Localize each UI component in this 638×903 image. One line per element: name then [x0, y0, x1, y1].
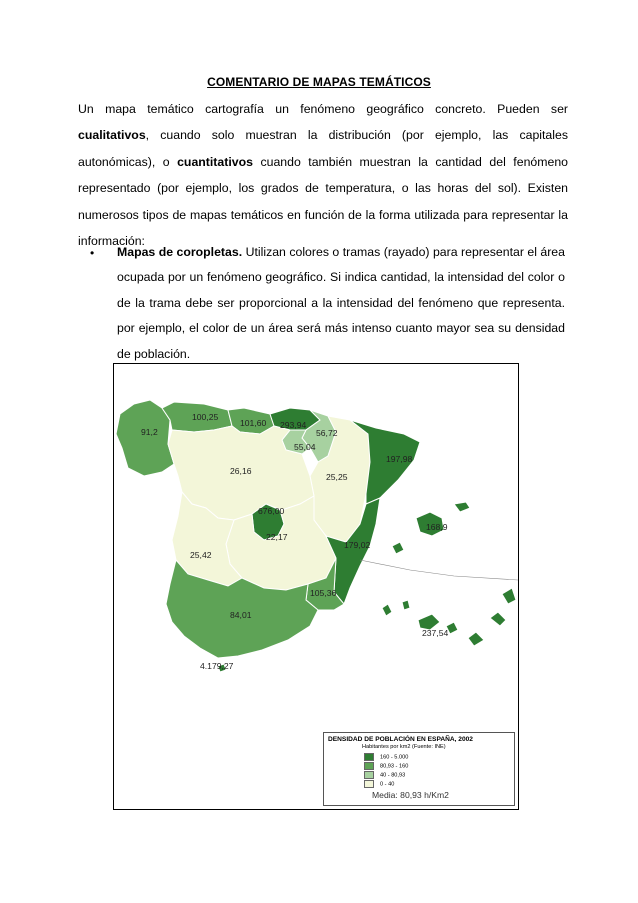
label-andalucia: 84,01	[230, 610, 252, 620]
legend-range: 40 - 80,93	[380, 772, 406, 779]
term-cuantitativos: cuantitativos	[177, 154, 253, 169]
document-title: COMENTARIO DE MAPAS TEMÁTICOS	[207, 75, 431, 89]
region-baleares-menorca	[454, 502, 470, 512]
label-murcia: 105,36	[310, 588, 337, 598]
label-asturias: 100,25	[192, 412, 219, 422]
legend-swatch	[364, 780, 374, 788]
region-canarias-2	[402, 600, 410, 610]
label-galicia: 91,2	[141, 427, 158, 437]
label-canarias: 237,54	[422, 628, 449, 638]
label-baleares: 168,9	[426, 522, 448, 532]
map-legend	[323, 732, 515, 806]
legend-swatch	[364, 771, 374, 779]
intro-text-2: , cuando solo muestran la distribución (por ejemplo, las capitales autonómicas), o	[78, 128, 568, 169]
label-navarra: 56,72	[316, 428, 338, 438]
bullet-description: Utilizan colores o tramas (rayado) para representar el área ocupada por un fenómeno geográfico. Si indica cantidad, la intensidad del color o de la trama debe ser proporcional a la intensidad del fenómeno que representa. por ejemplo, el color de un área será más intenso cuanto mayor sea su densidad de población.	[117, 245, 565, 361]
label-ceuta-melilla: 4.179,27	[200, 661, 234, 671]
canarias-inset-border	[360, 560, 518, 580]
bullet-item-coropletas	[90, 240, 565, 367]
term-cualitativos: cualitativos	[78, 128, 146, 143]
legend-subtitle: Habitantes por km2 (Fuente: INE)	[362, 744, 446, 750]
legend-title: DENSIDAD DE POBLACIÓN EN ESPAÑA, 2002	[328, 736, 473, 743]
legend-row	[364, 780, 394, 788]
label-castilla-mancha: 22,17	[266, 532, 288, 542]
label-pais-vasco: 293,94	[280, 420, 307, 430]
intro-text-3: cuando también muestran la cantidad del fenómeno representado (por ejemplo, los grados de temperatura, o las horas del sol). Existen numerosos tipos de mapas temáticos en función de la forma utilizada para representar la información:	[78, 154, 569, 249]
legend-swatch	[364, 753, 374, 761]
label-madrid: 676,00	[258, 506, 285, 516]
legend-range: 0 - 40	[380, 781, 395, 788]
region-canarias-7	[502, 588, 516, 604]
legend-row	[364, 753, 408, 761]
label-cataluna: 197,98	[386, 454, 413, 464]
legend-range: 80,93 - 160	[380, 763, 409, 770]
label-la-rioja: 55,04	[294, 442, 316, 452]
legend-row	[364, 762, 408, 770]
legend-range: 160 - 5.000	[380, 754, 409, 761]
choropleth-map	[113, 363, 519, 810]
label-aragon: 25,25	[326, 472, 348, 482]
region-baleares-ibiza	[392, 542, 404, 554]
legend-row	[364, 771, 405, 779]
bullet-text	[99, 240, 565, 367]
label-extremadura: 25,42	[190, 550, 212, 560]
label-castilla-leon: 26,16	[230, 466, 252, 476]
region-canarias-5	[468, 632, 484, 646]
region-canarias-6	[490, 612, 506, 626]
legend-swatch	[364, 762, 374, 770]
label-cantabria: 101,60	[240, 418, 267, 428]
legend-media: Media: 80,93 h/Km2	[372, 790, 449, 800]
bullet-point-icon: •	[90, 246, 95, 260]
intro-paragraph	[78, 96, 568, 254]
intro-text-1: Un mapa temático cartografía un fenómeno geográfico concreto. Pueden ser	[78, 102, 568, 116]
label-valencia: 179,02	[344, 540, 371, 550]
region-canarias-1	[382, 604, 392, 616]
bullet-term: Mapas de coropletas.	[117, 245, 243, 259]
